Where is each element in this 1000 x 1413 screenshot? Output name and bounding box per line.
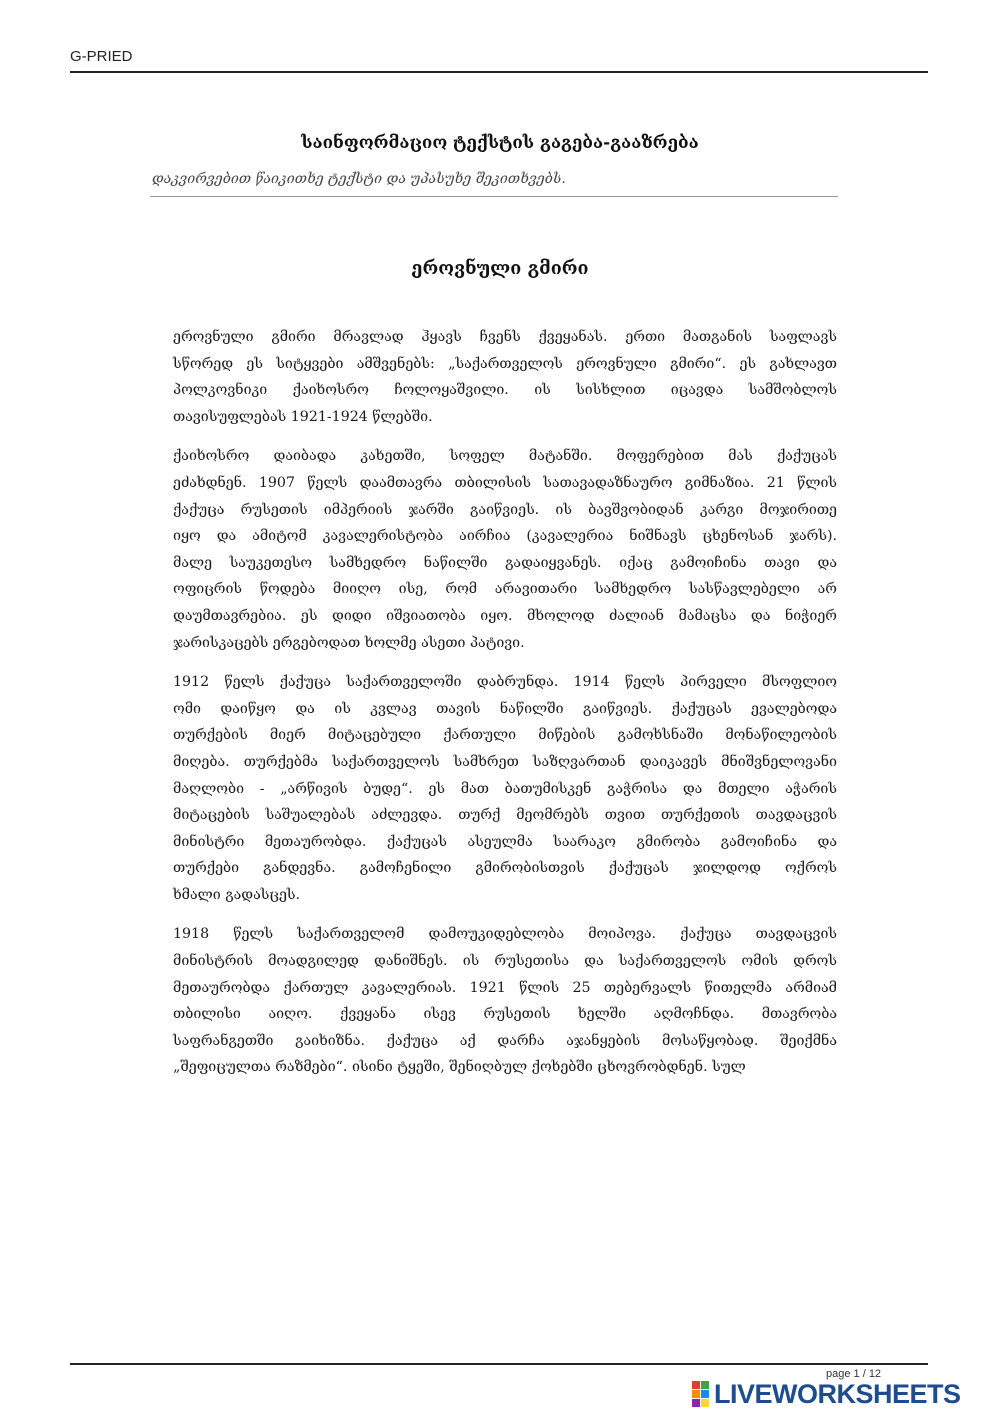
logo-square: [692, 1390, 700, 1398]
text-line: დაუმთავრებია. ეს დიდი იშვიათობა იყო. მხოლოდ ძალიან მამაცსა და ნიჭიერ: [173, 607, 837, 624]
text-line: ქაქუცა რუსეთის იმპერიის ჯარში გაიწვიეს. ის ბავშვობიდან კარგი მოჯირითე: [173, 501, 837, 518]
text-line: თავისუფლებას 1921-1924 წლებში.: [173, 408, 433, 425]
document-header-label: G-PRIED: [70, 48, 133, 65]
text-line: ხმალი გადასცეს.: [173, 886, 301, 903]
story-paragraph: [163, 443, 837, 656]
text-line: თურქების მიერ მიტაცებული ქართული მიწების გამოხსნაში მონაწილეობის: [173, 727, 837, 744]
text-line: მიტაცების საშუალებას აძლევდა. თურქ მეომრებს თვით თურქეთის თავდაცვის: [173, 807, 837, 824]
text-line: 1912 წელს ქაქუცა საქართველოში დაბრუნდა. 1914 წელს პირველი მსოფლიო: [173, 674, 837, 691]
text-line: ჯარისკაცებს ერგებოდათ ხოლმე ასეთი პატივი.: [173, 634, 525, 651]
footer-divider: [70, 1363, 928, 1365]
liveworksheets-brand[interactable]: [692, 1378, 961, 1410]
story-paragraph: [163, 921, 837, 1081]
text-line: „შეფიცულთა რაზმები“. ისინი ტყეში, შენიღბულ ქოხებში ცხოვრობდნენ. სულ: [173, 1059, 746, 1076]
text-line: მაღლობი - „არწივის ბუდე“. ეს მათ ბათუმისკენ გაჭრისა და მთელი აჭარის: [173, 780, 837, 797]
story-paragraph: [163, 324, 837, 430]
brand-name: LIVEWORKSHEETS: [714, 1378, 961, 1409]
text-line: თბილისი აიღო. ქვეყანა ისევ რუსეთის ხელში აღმოჩნდა. მთავრობა: [173, 1006, 837, 1023]
text-line: სწორედ ეს სიტყვები ამშვენებს: „საქართველოს ეროვნული გმირი“. ეს გახლავთ: [173, 355, 837, 372]
logo-square: [701, 1390, 709, 1398]
logo-square: [701, 1381, 709, 1389]
header-divider: [70, 71, 928, 73]
story-paragraph: [163, 669, 837, 908]
text-line: 1918 წელს საქართველომ დამოუკიდებლობა მოიპოვა. ქაქუცა თავდაცვის: [173, 926, 837, 943]
text-line: თურქები განდევნა. გამოჩენილი გმირობისთვის ქაქუცას ჯილდოდ ოქროს: [173, 860, 837, 877]
page-indicator: page 1 / 12: [826, 1368, 882, 1380]
text-line: ეროვნული გმირი მრავლად ჰყავს ჩვენს ქვეყანას. ერთი მათგანის საფლავს: [173, 329, 837, 345]
story-title: ეროვნული გმირი: [411, 258, 589, 279]
text-line: მალე საუკეთესო სამხედრო ნაწილში გადაიყვანეს. იქაც გამოიჩინა თავი და: [173, 554, 837, 571]
text-line: ომი დაიწყო და ის კვლავ თავის ნაწილში გაიწვიეს. ქაქუცას ევალებოდა: [173, 700, 837, 717]
text-line: იყო და ამიტომ კავალერისტობა აირჩია (კავალერია ნიშნავს ცხენოსან ჯარს).: [173, 528, 837, 545]
text-line: მინისტრის მოადგილედ დანიშნეს. ის რუსეთისა და საქართველოს ომის დროს: [173, 953, 837, 970]
text-line: ეძახდნენ. 1907 წელს დაამთავრა თბილისის სათავადაზნაურო გიმნაზია. 21 წლის: [173, 474, 837, 491]
logo-square: [701, 1399, 709, 1407]
text-line: ქაიხოსრო დაიბადა კახეთში, სოფელ მატანში. მოფერებით მას ქაქუცას: [173, 448, 837, 465]
story-body: [163, 324, 837, 1094]
worksheet-instruction: დაკვირვებით წაიკითხე ტექსტი და უპასუხე შეკითხვებს.: [152, 171, 566, 187]
worksheet-title: საინფორმაციო ტექსტის გაგება-გააზრება: [301, 133, 699, 153]
logo-square: [692, 1381, 700, 1389]
instruction-divider: [150, 196, 838, 197]
liveworksheets-logo-icon: [692, 1381, 710, 1407]
logo-square: [692, 1399, 700, 1407]
text-line: მეთაურობდა ქართულ კავალერიას. 1921 წლის 25 თებერვალს წითელმა არმიამ: [173, 979, 837, 996]
text-line: ოფიცრის წოდება მიიღო ისე, რომ არავითარი სამხედრო სასწავლებელი არ: [173, 581, 837, 598]
text-line: მინისტრი მეთაურობდა. ქაქუცას ასეულმა საარაკო გმირობა გამოიჩინა და: [173, 833, 837, 850]
text-line: საფრანგეთში გაიხიზნა. ქაქუცა აქ დარჩა აჯანყების მოსაწყობად. შეიქმნა: [173, 1032, 837, 1049]
text-line: მიღება. თურქებმა საქართველოს სამხრეთ საზღვართან დაიკავეს მნიშვნელოვანი: [173, 753, 837, 770]
text-line: პოლკოვნიკი ქაიხოსრო ჩოლოყაშვილი. ის სისხლით იცავდა სამშობლოს: [173, 382, 837, 399]
